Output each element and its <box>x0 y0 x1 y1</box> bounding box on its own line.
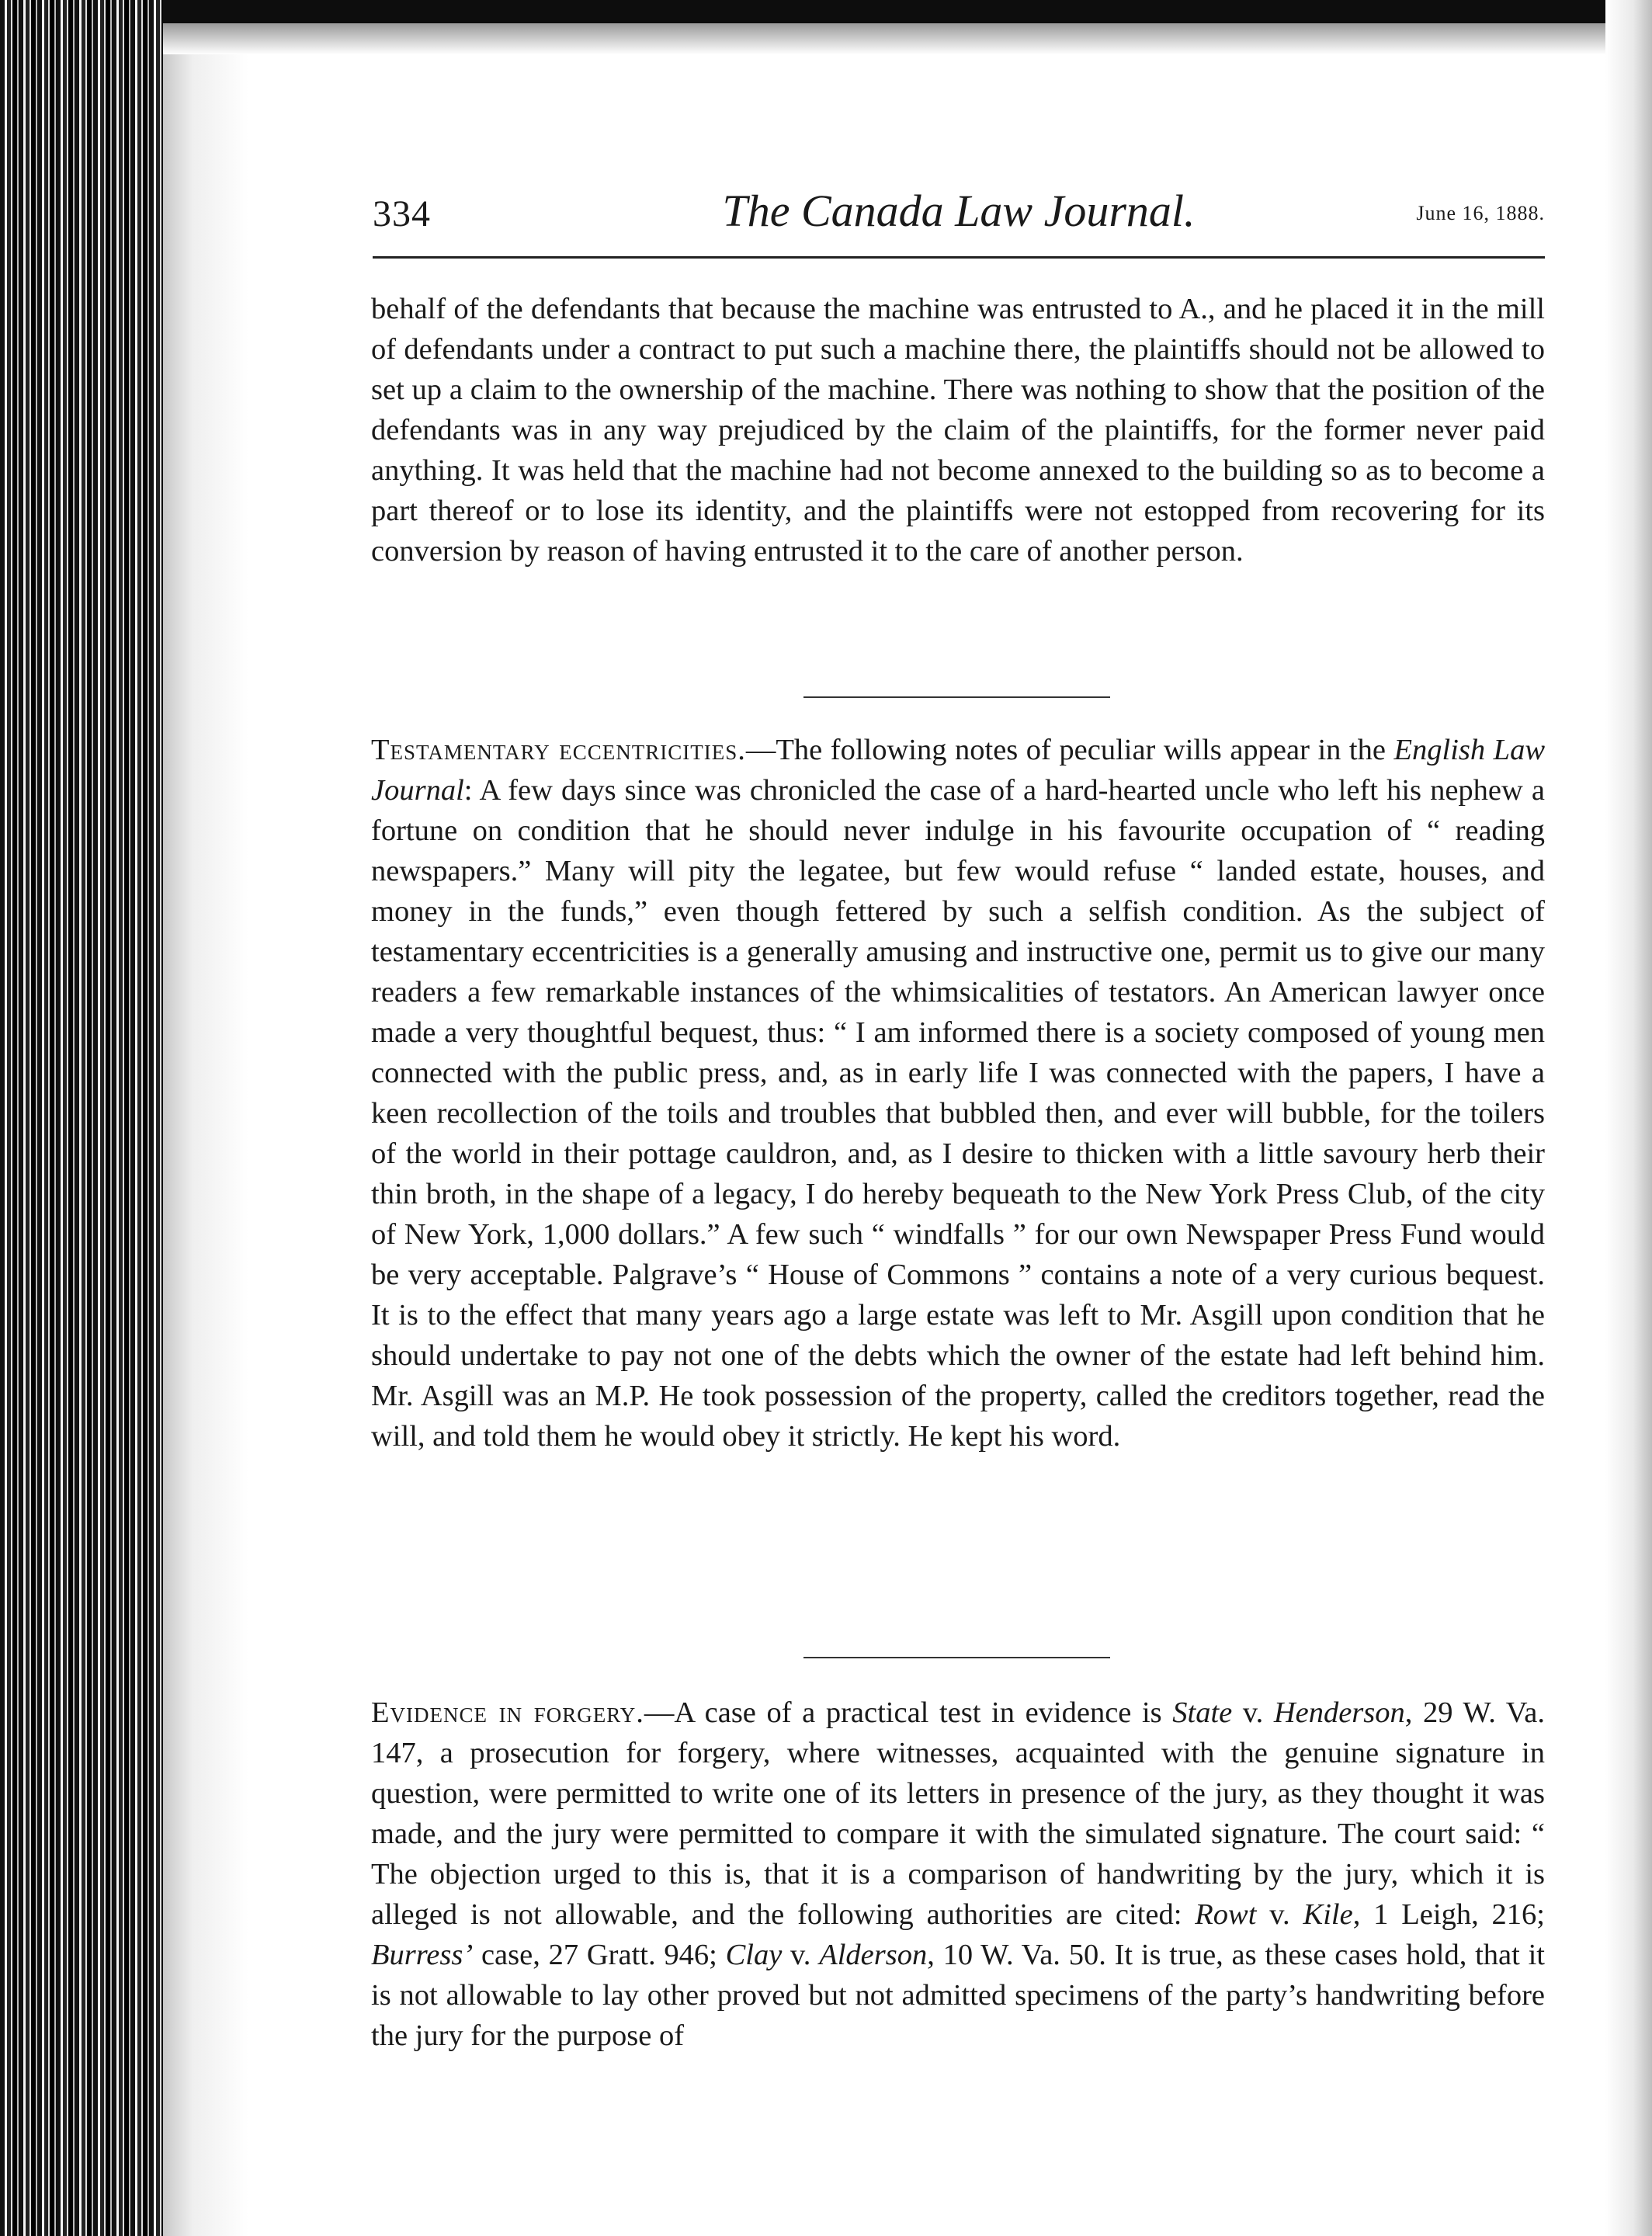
section-evidence-in-forgery <box>371 1693 1545 2056</box>
paragraph-text <box>371 1693 1545 2056</box>
text-run: v. <box>782 1939 820 1971</box>
paragraph-continued <box>371 289 1545 571</box>
paragraph-text <box>371 730 1545 1457</box>
top-edge-shadow <box>163 0 1652 23</box>
case-name: Henderson <box>1273 1696 1405 1729</box>
case-name: Rowt <box>1195 1898 1257 1931</box>
page-number: 334 <box>373 193 431 234</box>
journal-name: English Law Journal <box>371 734 1546 807</box>
paragraph-text: behalf of the defendants that because the machine was entrusted to A., and he placed it in the mill of defendants under a contract to put such a machine there, the plaintiffs should not be allowed to set up a claim to the ownership of the machine. There was nothing to show that the position of the defendants was in any way prejudiced by the claim of the plaintiffs, for the former never paid anything. It was held that the machine had not become annexed to the building so as to become a part thereof or to lose its identity, and the plaintiffs were not estopped from recovering for its conversion by reason of having entrusted it to the care of another person. <box>371 293 1545 568</box>
text-run: v. <box>1232 1696 1274 1729</box>
section-heading: Evidence in forgery. <box>371 1696 644 1729</box>
text-run: —The following notes of peculiar wills appear in the <box>745 734 1394 766</box>
text-run: —A case of a practical test in evidence is <box>644 1696 1173 1729</box>
text-run: v. <box>1256 1898 1303 1931</box>
right-edge-shadow <box>1605 0 1652 2236</box>
section-divider <box>803 696 1110 698</box>
top-edge-fade <box>163 23 1652 54</box>
text-run: , 1 Leigh, 216; <box>1352 1898 1546 1931</box>
header-rule <box>373 256 1545 259</box>
text-run: , 29 W. Va. 147, a prosecution for forgery, where witnesses, acquainted with the genuine signature in question, were permitted to write one of its letters in presence of the jury, as they thought it was made, and the jury were permitted to compare it with the simulated signature. The court said: “ The objection urged to this is, that it is a comparison of handwriting by the jury, which it is alleged is not allowable, and the following authorities are cited: <box>371 1696 1545 1931</box>
binding-shadow <box>0 0 163 2236</box>
section-heading: Testamentary eccentricities. <box>371 734 746 766</box>
section-divider <box>803 1657 1110 1658</box>
text-run: case, 27 Gratt. 946; <box>473 1939 726 1971</box>
running-head <box>373 179 1545 248</box>
journal-title: The Canada Law Journal. <box>722 186 1196 236</box>
section-testamentary-eccentricities <box>371 730 1545 1457</box>
case-name: Clay <box>725 1939 783 1971</box>
case-name: Alderson <box>819 1939 928 1971</box>
text-run: : A few days since was chronicled the case of a hard-hearted uncle who left his nephew a fortune on condition that he should never indulge in his favourite occupation of “ reading newspapers.” Many will pity the legatee, but few would refuse “ landed estate, houses, and money in the funds,” even though fettered by such a selfish condition. As the subject of testamentary eccentricities is a generally amusing and instructive one, permit us to give our many readers a few remarkable instances of the whimsicalities of testators. An American lawyer once made a very thoughtful bequest, thus: “ I am informed there is a society composed of young men connected with the public press, and, as in early life I was connected with the papers, I have a keen recollection of the toils and troubles that bubbled then, and ever will bubble, for the toilers of the world in their pottage cauldron, and, as I desire to thicken with a little savoury herb their thin broth, in the shape of a legacy, I do hereby bequeath to the New York Press Club, of the city of New York, 1,000 dollars.” A few such “ windfalls ” for our own Newspaper Press Fund would be very acceptable. Palgrave’s “ House of Commons ” contains a note of a very curious bequest. It is to the effect that many years ago a large estate was left to Mr. Asgill upon condition that he should undertake to pay not one of the debts which the owner of the estate had left behind him. Mr. Asgill was an M.P. He took possession of the property, called the creditors together, read the will, and told them he would obey it strictly. He kept his word. <box>371 774 1545 1453</box>
case-name: State <box>1172 1696 1233 1729</box>
binding-fade <box>163 0 248 2236</box>
text-run: , 10 W. Va. 50. It is true, as these cases hold, that it is not allowable to lay other proved but not admitted specimens of the party’s handwriting before the jury for the purpose of <box>371 1939 1545 2052</box>
case-name: Kile <box>1303 1898 1353 1931</box>
case-name: Burress’ <box>371 1939 474 1971</box>
issue-date: June 16, 1888. <box>1416 202 1545 224</box>
